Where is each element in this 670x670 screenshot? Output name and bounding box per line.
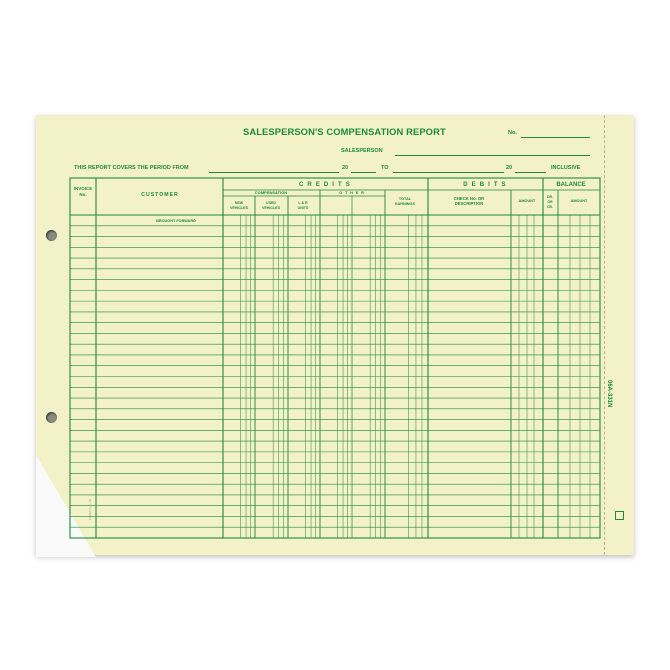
brought-forward: BROUGHT FORWARD <box>156 219 196 223</box>
salesperson-label: SALESPERSON <box>341 148 383 154</box>
number-label: No. <box>508 130 517 136</box>
total-earnings-2: EARNINGS <box>394 202 416 206</box>
customer-header: CUSTOMER <box>141 192 179 198</box>
debit-amount-header: AMOUNT <box>518 199 536 203</box>
tiny-print: FORM No. 1-68 <box>88 498 92 520</box>
check-no-1: CHECK No. OR <box>453 196 485 201</box>
invoice-header-1: INVOICE <box>73 186 93 191</box>
dr-cr-1: DR. <box>547 195 553 199</box>
credits-header: C R E D I T S <box>299 182 351 188</box>
balance-amount-header: AMOUNT <box>570 199 588 203</box>
debits-header: D E B I T S <box>463 182 507 188</box>
check-no-2: DESCRIPTION <box>454 201 484 206</box>
other-header: O T H E R <box>339 190 365 195</box>
ledger-grid <box>70 190 600 538</box>
year-prefix-2: 20 <box>506 165 513 171</box>
new-vehicles-1: NEW <box>234 201 244 205</box>
form-number: 06A-331N <box>606 380 612 408</box>
balance-header: BALANCE <box>556 182 586 188</box>
used-vehicles-2: VEHICLES <box>262 206 280 210</box>
dr-cr-2: OR <box>547 200 553 204</box>
total-earnings-1: TOTAL <box>398 197 412 201</box>
to-label: TO <box>381 165 389 171</box>
lr-units-2: UNITS <box>297 206 309 210</box>
used-vehicles-1: USED <box>266 201 276 205</box>
lr-units-1: L & R <box>298 201 308 205</box>
report-title: SALESPERSON'S COMPENSATION REPORT <box>243 126 446 137</box>
inclusive-label: INCLUSIVE <box>551 165 581 171</box>
period-label: THIS REPORT COVERS THE PERIOD FROM <box>74 165 189 171</box>
compensation-header: COMPENSATION <box>254 190 288 195</box>
year-prefix-1: 20 <box>342 165 349 171</box>
new-vehicles-2: VEHICLES <box>230 206 248 210</box>
invoice-header-2: No. <box>79 192 87 197</box>
dr-cr-3: CR. <box>547 205 553 209</box>
